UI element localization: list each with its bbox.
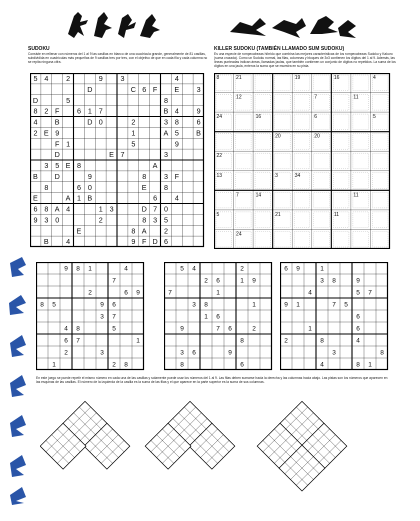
- cell-value: 7: [368, 289, 372, 297]
- cell-value: A: [163, 128, 169, 138]
- cell-value: 6: [76, 106, 81, 116]
- cell-value: 4: [308, 289, 312, 297]
- cage-clue: 11: [353, 94, 359, 101]
- cell-value: A: [65, 193, 71, 203]
- cell-value: B: [87, 193, 93, 203]
- cell-value: E: [33, 193, 38, 203]
- cell-value: D: [87, 84, 93, 94]
- cell-value: 4: [124, 265, 128, 273]
- hexadoku-grid: [30, 73, 206, 249]
- cell-value: 7: [120, 150, 125, 160]
- cell-value: 3: [332, 349, 336, 357]
- cage-clue: 16: [255, 114, 262, 121]
- cell-value: 7: [168, 289, 172, 297]
- sudoku-grid-3: [280, 262, 394, 372]
- cell-value: 4: [174, 106, 179, 116]
- cell-value: 3: [44, 215, 49, 225]
- cell-value: 6: [163, 237, 168, 247]
- cell-value: 1: [76, 193, 81, 203]
- cell-value: 4: [174, 193, 179, 203]
- cell-value: 1: [52, 361, 56, 369]
- cage-clue: 11: [333, 211, 340, 218]
- cell-value: A: [54, 204, 60, 214]
- cell-value: 3: [44, 161, 49, 171]
- cell-value: D: [141, 204, 147, 214]
- rotated-grid-2: [145, 401, 235, 491]
- cell-value: 1: [252, 301, 256, 309]
- cell-value: 2: [33, 128, 38, 138]
- cage-clue: 13: [216, 172, 223, 179]
- cell-value: F: [152, 84, 158, 94]
- cell-value: 5: [55, 161, 60, 171]
- cell-value: 6: [192, 349, 196, 357]
- cage-clue: 20: [314, 133, 320, 140]
- cell-value: 9: [356, 277, 360, 285]
- cell-value: 8: [356, 361, 360, 369]
- cell-value: B: [163, 106, 169, 116]
- cell-value: E: [76, 226, 82, 236]
- cell-value: 9: [180, 325, 184, 333]
- cell-value: 9: [136, 289, 140, 297]
- cell-value: 8: [320, 337, 324, 345]
- cell-value: 1: [98, 204, 103, 214]
- ninja-blue-icon: [10, 257, 26, 277]
- cell-value: 8: [44, 204, 49, 214]
- cage-clue: 5: [216, 211, 220, 218]
- cell-value: 6: [76, 182, 81, 192]
- cell-value: 8: [76, 265, 80, 273]
- cage-clue: 7: [314, 94, 318, 101]
- cell-value: 1: [320, 265, 324, 273]
- cell-value: 8: [33, 106, 38, 116]
- cell-value: 8: [180, 361, 184, 369]
- cell-value: 1: [136, 337, 140, 345]
- cage-clue: 5: [372, 114, 376, 121]
- cell-value: 6: [153, 193, 158, 203]
- cell-value: 8: [44, 182, 49, 192]
- cell-value: 4: [320, 361, 324, 369]
- ninja-banner: [60, 8, 360, 42]
- cell-value: 5: [52, 301, 56, 309]
- cell-value: 2: [252, 325, 256, 333]
- cell-value: 1: [240, 277, 244, 285]
- cell-value: 8: [163, 95, 168, 105]
- cell-value: 9: [33, 215, 38, 225]
- cell-value: 3: [196, 84, 201, 94]
- cell-value: B: [54, 117, 60, 127]
- cell-value: 0: [55, 215, 60, 225]
- cell-value: 5: [180, 265, 184, 273]
- cell-value: 5: [112, 325, 116, 333]
- cell-value: 8: [380, 349, 384, 357]
- cage-clue: 22: [216, 153, 223, 160]
- cell-value: 1: [87, 106, 92, 116]
- cell-value: E: [65, 161, 71, 171]
- cell-value: 2: [112, 361, 116, 369]
- cell-value: 7: [332, 301, 336, 309]
- cell-value: 2: [163, 226, 168, 236]
- cell-value: 8: [332, 277, 336, 285]
- cell-value: 6: [356, 313, 360, 321]
- cell-value: 7: [112, 277, 116, 285]
- cell-value: 3: [163, 171, 168, 181]
- cell-value: 9: [98, 74, 103, 84]
- cell-value: 1: [88, 265, 92, 273]
- cell-value: 3: [109, 204, 114, 214]
- cell-value: 4: [44, 74, 49, 84]
- cell-value: 4: [66, 237, 71, 247]
- cell-value: 1: [308, 325, 312, 333]
- cell-value: 2: [131, 117, 136, 127]
- cell-value: 2: [204, 277, 208, 285]
- cell-value: 1: [296, 301, 300, 309]
- cell-value: D: [54, 171, 60, 181]
- cell-value: D: [32, 95, 39, 105]
- cell-value: C: [130, 84, 136, 94]
- cage-clue: 19: [294, 75, 301, 81]
- cell-value: 5: [66, 95, 71, 105]
- cell-value: 3: [192, 301, 196, 309]
- cell-value: 1: [216, 289, 220, 297]
- cage-clue: 11: [353, 192, 359, 199]
- cell-value: D: [152, 237, 158, 247]
- cell-value: F: [174, 171, 180, 181]
- cell-value: 4: [174, 74, 179, 84]
- cell-value: 6: [124, 289, 128, 297]
- cell-value: 1: [204, 313, 208, 321]
- cell-value: 7: [76, 337, 80, 345]
- cell-value: 3: [180, 349, 184, 357]
- cage-clue: 24: [236, 231, 242, 238]
- cell-value: D: [87, 117, 93, 127]
- cell-value: B: [196, 128, 201, 138]
- rotated-grid-1: [40, 401, 130, 491]
- cell-value: F: [54, 139, 60, 149]
- cell-value: 0: [98, 117, 103, 127]
- cage-clue: 20: [275, 133, 281, 140]
- cage-clue: 3: [275, 172, 278, 179]
- cell-value: 9: [131, 237, 136, 247]
- cell-value: 9: [252, 277, 256, 285]
- cell-value: E: [174, 84, 180, 94]
- cell-value: 3: [153, 215, 158, 225]
- cage-clue: 8: [216, 75, 220, 81]
- cell-value: 6: [356, 325, 360, 333]
- cell-value: 7: [112, 313, 116, 321]
- cell-value: 6: [33, 204, 38, 214]
- rotated-grid-3: [257, 401, 347, 491]
- cell-value: 9: [87, 171, 92, 181]
- cage-clue: 14: [255, 192, 262, 199]
- cell-value: 2: [64, 349, 68, 357]
- cell-value: 0: [87, 182, 92, 192]
- cell-value: 2: [284, 337, 288, 345]
- cage-clue: 12: [236, 94, 242, 101]
- cage-clue: 24: [216, 114, 223, 121]
- cell-value: E: [141, 182, 147, 192]
- cage-clue: 34: [294, 172, 301, 179]
- cell-value: 2: [240, 265, 244, 273]
- cell-value: 9: [55, 128, 60, 138]
- cell-value: 0: [163, 204, 168, 214]
- cell-value: 8: [76, 161, 81, 171]
- cell-value: 6: [216, 313, 220, 321]
- cell-value: 8: [204, 301, 208, 309]
- cell-value: 4: [192, 265, 196, 273]
- cell-value: E: [109, 150, 114, 160]
- sudoku-grid-2: [164, 262, 280, 372]
- cell-value: A: [141, 226, 147, 236]
- rotated-puzzles: [40, 390, 400, 510]
- cell-value: 1: [131, 128, 136, 138]
- cell-value: 9: [228, 349, 232, 357]
- cell-value: D: [54, 150, 60, 160]
- cell-value: 6: [64, 337, 68, 345]
- cell-value: 8: [76, 325, 80, 333]
- cage-clue: 6: [314, 114, 318, 121]
- cell-value: 9: [174, 139, 179, 149]
- cell-value: 8: [163, 182, 168, 192]
- sudoku-title: SUDOKU: [28, 46, 50, 52]
- cell-value: 7: [216, 325, 220, 333]
- cell-value: B: [43, 237, 49, 247]
- cage-clue: 21: [236, 75, 242, 81]
- cell-value: 4: [66, 204, 71, 214]
- cell-value: 1: [368, 361, 372, 369]
- sudoku-description: Consiste en rellenar con números del 1 al 9 las casillas en blanco de una cuadrícula grande, generalmente de 81 casillas, subdividida en cuadrículas más pequeñas de 9 casillas tres por tres, con el objetivo de que en cada fila y cada columna no se repita ninguna cifra.: [28, 52, 208, 64]
- killer-title: KILLER SUDOKU (TAMBIÉN LLAMADO SUM SUDOKU): [214, 46, 345, 52]
- cell-value: 2: [44, 106, 49, 116]
- cell-value: 2: [88, 289, 92, 297]
- cell-value: 5: [344, 301, 348, 309]
- killer-description: Es una especie de rompecabezas híbrido que combina las mejores características de los rompecabezas Sudoku y Kakuro (suma cruzada). Como un Sudoku normal, las filas, columnas y bloques de 3x3 contienen los dígitos del 1 al 9. Además, las líneas punteadas indican áreas, llamadas jaulas, que también contienen un conjunto de dígitos no repetidos. La suma de los dígitos en una jaula, enteros la suma que se muestra en su pista.: [214, 52, 396, 68]
- cell-value: 3: [320, 277, 324, 285]
- killer-sudoku-grid: [214, 73, 392, 249]
- cell-value: 6: [240, 361, 244, 369]
- kakuro-note: En este juego se puede repetir el mismo número en cada una de las casillas y solamente puede usar los números del 1 al 9. Las filas deben sumarse hacia la derecha y las columnas hacia abajo. Las pistas son los números que aparecen en las esquinas de las casillas. El número de la izquierda de la casilla es la suma de las filas y el que aparece en la parte superior es la suma de sus columnas.: [36, 376, 388, 384]
- cell-value: 4: [33, 117, 38, 127]
- cell-value: 2: [66, 74, 71, 84]
- cell-value: 5: [33, 74, 38, 84]
- cell-value: 3: [163, 117, 168, 127]
- cell-value: 9: [284, 301, 288, 309]
- ninja-figures-left-icon: [68, 12, 160, 38]
- cell-value: 4: [356, 337, 360, 345]
- cell-value: 8: [142, 215, 147, 225]
- cell-value: 4: [64, 325, 68, 333]
- cell-value: 9: [296, 265, 300, 273]
- cell-value: 9: [196, 106, 201, 116]
- cell-value: 3: [100, 313, 104, 321]
- cage-clue: 7: [236, 192, 239, 199]
- cell-value: 5: [163, 215, 168, 225]
- cell-value: 9: [100, 301, 104, 309]
- cell-value: 1: [66, 139, 71, 149]
- cell-value: 8: [124, 361, 128, 369]
- cell-value: 5: [174, 128, 179, 138]
- cell-value: 8: [174, 117, 179, 127]
- cell-value: 5: [356, 289, 360, 297]
- cell-value: 7: [153, 204, 158, 214]
- cell-value: 6: [228, 325, 232, 333]
- cell-value: F: [54, 106, 60, 116]
- cell-value: 6: [284, 265, 288, 273]
- cell-value: 6: [112, 301, 116, 309]
- cell-value: F: [141, 237, 147, 247]
- cell-value: 6: [142, 84, 147, 94]
- cell-value: 2: [98, 215, 103, 225]
- cell-value: 3: [163, 150, 168, 160]
- cell-value: 9: [64, 265, 68, 273]
- cell-value: 8: [131, 226, 136, 236]
- cage-clue: 4: [372, 75, 376, 81]
- cell-value: 3: [100, 349, 104, 357]
- cell-value: 5: [131, 139, 136, 149]
- cell-value: 8: [240, 337, 244, 345]
- cage-clue: 16: [333, 75, 340, 81]
- cell-value: 3: [120, 74, 125, 84]
- cell-value: 7: [98, 106, 103, 116]
- cell-value: E: [43, 128, 49, 138]
- cell-value: A: [152, 161, 158, 171]
- cell-value: 6: [196, 117, 201, 127]
- cage-clue: 21: [275, 211, 281, 218]
- cell-value: B: [33, 171, 38, 181]
- cell-value: 6: [216, 277, 220, 285]
- ninja-side-decoration: [6, 255, 28, 505]
- sudoku-grid-1: [36, 262, 160, 372]
- cell-value: 8: [40, 301, 44, 309]
- ninja-figures-right-icon: [230, 16, 356, 38]
- cell-value: 8: [142, 171, 147, 181]
